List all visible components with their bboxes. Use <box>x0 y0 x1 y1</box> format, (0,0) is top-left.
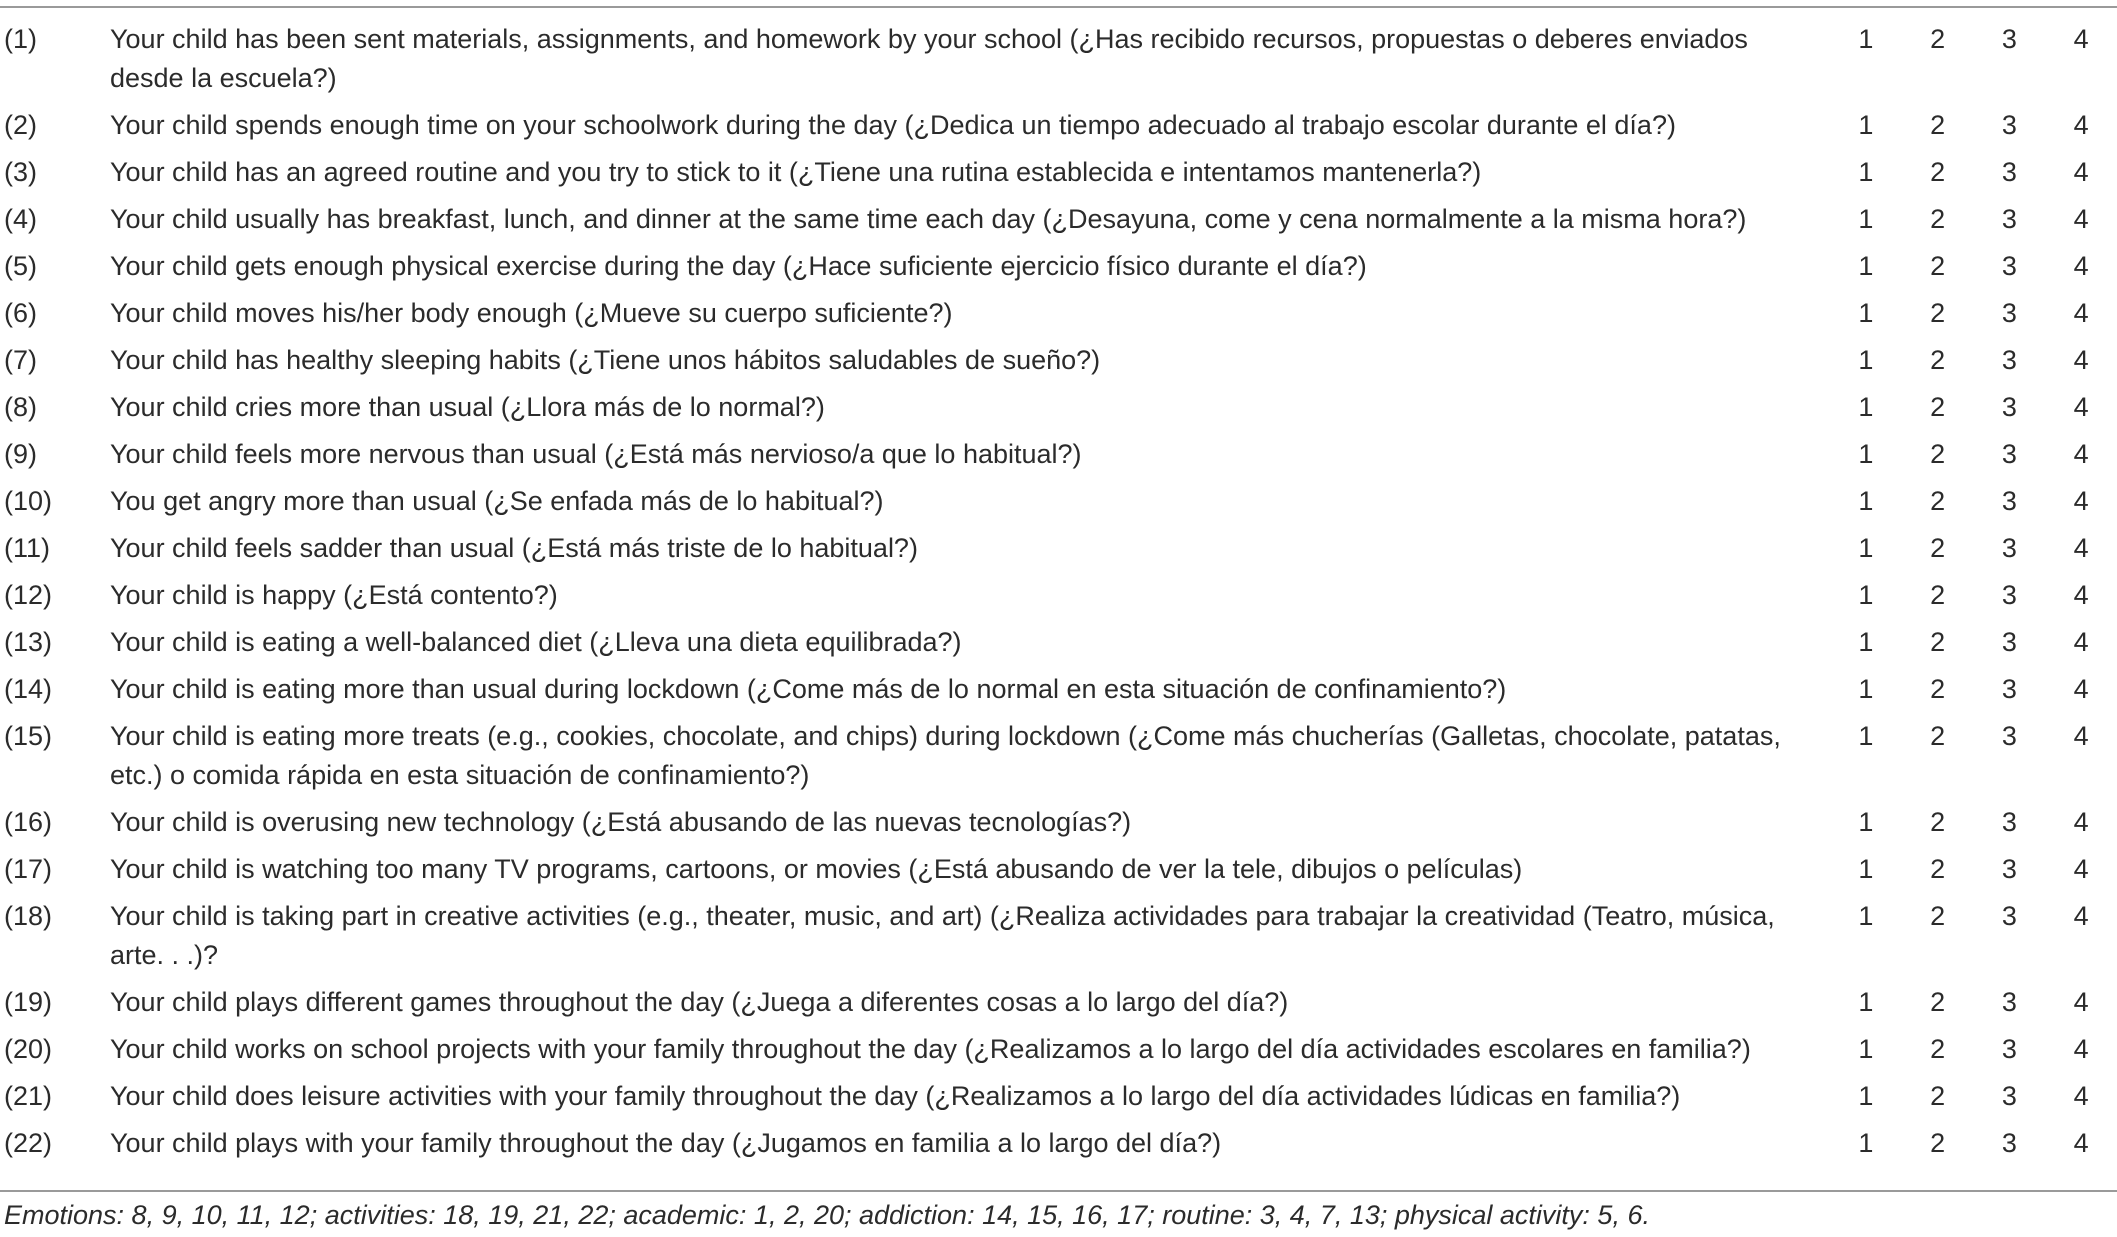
item-text: Your child is eating more treats (e.g., cookies, chocolate, and chips) during lockdown (¿Come más chucherías (Galletas, chocolate, patatas, etc.) o comida rápida en esta situación de confinamiento?) <box>110 721 1781 790</box>
rating-option-4: 4 <box>2073 157 2089 187</box>
rating-scale <box>1830 1077 2117 1116</box>
rating-option-1: 1 <box>1858 486 1874 516</box>
rating-scale <box>1830 388 2117 427</box>
bottom-rule <box>0 1190 2117 1192</box>
table-row <box>0 294 2117 341</box>
rating-option-3: 3 <box>2001 204 2017 234</box>
top-rule <box>0 6 2117 8</box>
rating-option-4: 4 <box>2073 533 2089 563</box>
rating-option-4: 4 <box>2073 674 2089 704</box>
item-text: Your child is eating more than usual during lockdown (¿Come más de lo normal en esta situación de confinamiento?) <box>110 674 1507 704</box>
rating-option-4: 4 <box>2073 392 2089 422</box>
item-number: (13) <box>4 627 53 657</box>
rating-option-2: 2 <box>1930 580 1946 610</box>
rating-option-1: 1 <box>1858 580 1874 610</box>
table-row <box>0 529 2117 576</box>
rating-option-3: 3 <box>2001 674 2017 704</box>
table-row <box>0 341 2117 388</box>
item-number: (17) <box>4 854 53 884</box>
item-number: (14) <box>4 674 53 704</box>
table-row <box>0 388 2117 435</box>
item-text: Your child spends enough time on your schoolwork during the day (¿Dedica un tiempo adecuado al trabajo escolar durante el día?) <box>110 110 1676 140</box>
rating-option-3: 3 <box>2001 580 2017 610</box>
item-text: Your child usually has breakfast, lunch, and dinner at the same time each day (¿Desayuna, come y cena normalmente a la misma hora?) <box>110 204 1747 234</box>
rating-option-3: 3 <box>2001 1128 2017 1158</box>
rating-option-3: 3 <box>2001 627 2017 657</box>
rating-option-4: 4 <box>2073 1081 2089 1111</box>
item-text: Your child cries more than usual (¿Llora más de lo normal?) <box>110 392 825 422</box>
table-row <box>0 1077 2117 1124</box>
rating-option-2: 2 <box>1930 854 1946 884</box>
rating-scale <box>1830 1030 2117 1069</box>
rating-option-2: 2 <box>1930 901 1946 931</box>
item-text: Your child plays different games throughout the day (¿Juega a diferentes cosas a lo largo del día?) <box>110 987 1289 1017</box>
rating-option-4: 4 <box>2073 1034 2089 1064</box>
rating-option-3: 3 <box>2001 1081 2017 1111</box>
item-text: Your child gets enough physical exercise during the day (¿Hace suficiente ejercicio físico durante el día?) <box>110 251 1367 281</box>
table-row <box>0 803 2117 850</box>
rating-option-1: 1 <box>1858 674 1874 704</box>
rating-option-3: 3 <box>2001 987 2017 1017</box>
rating-option-3: 3 <box>2001 345 2017 375</box>
rating-option-1: 1 <box>1858 298 1874 328</box>
rating-option-1: 1 <box>1858 807 1874 837</box>
rating-option-4: 4 <box>2073 251 2089 281</box>
rating-option-2: 2 <box>1930 392 1946 422</box>
rating-option-1: 1 <box>1858 439 1874 469</box>
table-row <box>0 20 2117 106</box>
rating-option-2: 2 <box>1930 1034 1946 1064</box>
rating-option-2: 2 <box>1930 807 1946 837</box>
rating-option-3: 3 <box>2001 721 2017 751</box>
rating-option-4: 4 <box>2073 439 2089 469</box>
rating-option-3: 3 <box>2001 157 2017 187</box>
rating-scale <box>1830 803 2117 842</box>
rating-option-3: 3 <box>2001 24 2017 54</box>
rating-option-3: 3 <box>2001 392 2017 422</box>
rating-option-1: 1 <box>1858 1081 1874 1111</box>
rating-option-4: 4 <box>2073 298 2089 328</box>
rating-option-1: 1 <box>1858 110 1874 140</box>
rating-option-2: 2 <box>1930 627 1946 657</box>
table-row <box>0 897 2117 983</box>
table-row <box>0 482 2117 529</box>
rating-option-2: 2 <box>1930 1081 1946 1111</box>
rating-option-4: 4 <box>2073 204 2089 234</box>
table-row <box>0 153 2117 200</box>
rating-option-1: 1 <box>1858 345 1874 375</box>
item-number: (12) <box>4 580 53 610</box>
rating-option-1: 1 <box>1858 24 1874 54</box>
rating-option-4: 4 <box>2073 901 2089 931</box>
rating-option-2: 2 <box>1930 987 1946 1017</box>
rating-scale <box>1830 247 2117 286</box>
item-number: (9) <box>4 439 37 469</box>
rating-option-1: 1 <box>1858 854 1874 884</box>
rating-scale <box>1830 623 2117 662</box>
rating-option-3: 3 <box>2001 901 2017 931</box>
item-text: Your child feels sadder than usual (¿Está más triste de lo habitual?) <box>110 533 918 563</box>
rating-option-2: 2 <box>1930 298 1946 328</box>
item-number: (5) <box>4 251 37 281</box>
rating-option-2: 2 <box>1930 24 1946 54</box>
item-text: Your child has healthy sleeping habits (¿Tiene unos hábitos saludables de sueño?) <box>110 345 1101 375</box>
rating-option-4: 4 <box>2073 1128 2089 1158</box>
item-text: Your child plays with your family throughout the day (¿Jugamos en familia a lo largo del día?) <box>110 1128 1222 1158</box>
rating-option-2: 2 <box>1930 157 1946 187</box>
table-row <box>0 670 2117 717</box>
rating-option-3: 3 <box>2001 854 2017 884</box>
item-number: (21) <box>4 1081 53 1111</box>
rating-option-3: 3 <box>2001 533 2017 563</box>
rating-option-2: 2 <box>1930 204 1946 234</box>
item-number: (10) <box>4 486 53 516</box>
rating-option-2: 2 <box>1930 721 1946 751</box>
item-text: Your child is happy (¿Está contento?) <box>110 580 558 610</box>
rating-option-2: 2 <box>1930 533 1946 563</box>
item-number: (6) <box>4 298 37 328</box>
item-text: Your child is overusing new technology (¿Está abusando de las nuevas tecnologías?) <box>110 807 1132 837</box>
rating-option-1: 1 <box>1858 251 1874 281</box>
item-number: (11) <box>4 533 51 563</box>
rating-option-4: 4 <box>2073 345 2089 375</box>
rating-scale <box>1830 850 2117 889</box>
rating-option-4: 4 <box>2073 24 2089 54</box>
rating-option-4: 4 <box>2073 987 2089 1017</box>
rating-option-2: 2 <box>1930 486 1946 516</box>
rating-option-4: 4 <box>2073 807 2089 837</box>
rating-option-1: 1 <box>1858 204 1874 234</box>
item-number: (3) <box>4 157 37 187</box>
rating-scale <box>1830 341 2117 380</box>
rating-option-3: 3 <box>2001 807 2017 837</box>
rating-option-1: 1 <box>1858 533 1874 563</box>
rating-option-1: 1 <box>1858 721 1874 751</box>
item-text: Your child feels more nervous than usual (¿Está más nervioso/a que lo habitual?) <box>110 439 1082 469</box>
rating-option-4: 4 <box>2073 486 2089 516</box>
item-text: Your child is eating a well-balanced diet (¿Lleva una dieta equilibrada?) <box>110 627 962 657</box>
rating-option-1: 1 <box>1858 1128 1874 1158</box>
rating-scale <box>1830 529 2117 568</box>
rating-scale <box>1830 106 2117 145</box>
table-row <box>0 435 2117 482</box>
item-number: (19) <box>4 987 53 1017</box>
item-number: (22) <box>4 1128 53 1158</box>
rating-option-3: 3 <box>2001 251 2017 281</box>
rating-option-2: 2 <box>1930 1128 1946 1158</box>
item-number: (4) <box>4 204 37 234</box>
item-text: Your child moves his/her body enough (¿Mueve su cuerpo suficiente?) <box>110 298 953 328</box>
item-text: Your child has an agreed routine and you try to stick to it (¿Tiene una rutina establecida e intentamos mantenerla?) <box>110 157 1482 187</box>
rating-option-4: 4 <box>2073 580 2089 610</box>
rating-option-4: 4 <box>2073 627 2089 657</box>
rating-option-2: 2 <box>1930 110 1946 140</box>
rating-option-1: 1 <box>1858 157 1874 187</box>
item-number: (7) <box>4 345 37 375</box>
rating-scale <box>1830 717 2117 756</box>
rating-option-4: 4 <box>2073 721 2089 751</box>
item-text: Your child works on school projects with your family throughout the day (¿Realizamos a lo largo del día actividades escolares en familia?) <box>110 1034 1751 1064</box>
rating-scale <box>1830 482 2117 521</box>
item-text: You get angry more than usual (¿Se enfada más de lo habitual?) <box>110 486 884 516</box>
item-text: Your child is watching too many TV programs, cartoons, or movies (¿Está abusando de ver la tele, dibujos o películas) <box>110 854 1523 884</box>
rating-scale <box>1830 983 2117 1022</box>
rating-option-2: 2 <box>1930 439 1946 469</box>
rating-scale <box>1830 1124 2117 1163</box>
item-number: (15) <box>4 721 53 751</box>
item-list <box>0 20 2117 1171</box>
rating-option-2: 2 <box>1930 345 1946 375</box>
item-number: (20) <box>4 1034 53 1064</box>
item-text: Your child is taking part in creative activities (e.g., theater, music, and art) (¿Realiza actividades para trabajar la creatividad (Teatro, música, arte. . .)? <box>110 901 1775 970</box>
table-row <box>0 623 2117 670</box>
rating-option-4: 4 <box>2073 110 2089 140</box>
rating-scale <box>1830 294 2117 333</box>
item-number: (18) <box>4 901 53 931</box>
rating-option-1: 1 <box>1858 987 1874 1017</box>
table-row <box>0 247 2117 294</box>
rating-scale <box>1830 200 2117 239</box>
rating-option-3: 3 <box>2001 110 2017 140</box>
rating-option-2: 2 <box>1930 251 1946 281</box>
rating-scale <box>1830 576 2117 615</box>
item-number: (2) <box>4 110 37 140</box>
rating-scale <box>1830 670 2117 709</box>
table-row <box>0 576 2117 623</box>
rating-scale <box>1830 897 2117 936</box>
rating-option-1: 1 <box>1858 392 1874 422</box>
item-number: (16) <box>4 807 53 837</box>
rating-option-4: 4 <box>2073 854 2089 884</box>
item-text: Your child does leisure activities with your family throughout the day (¿Realizamos a lo largo del día actividades lúdicas en familia?) <box>110 1081 1681 1111</box>
table-row <box>0 850 2117 897</box>
rating-scale <box>1830 153 2117 192</box>
item-text: Your child has been sent materials, assignments, and homework by your school (¿Has recibido recursos, propuestas o deberes enviados desde la escuela?) <box>110 24 1748 93</box>
rating-option-3: 3 <box>2001 486 2017 516</box>
table-row <box>0 983 2117 1030</box>
rating-scale <box>1830 435 2117 474</box>
rating-scale <box>1830 20 2117 59</box>
rating-option-3: 3 <box>2001 439 2017 469</box>
rating-option-2: 2 <box>1930 674 1946 704</box>
table-row <box>0 1030 2117 1077</box>
item-number: (1) <box>4 24 37 54</box>
rating-option-3: 3 <box>2001 298 2017 328</box>
rating-option-1: 1 <box>1858 627 1874 657</box>
table-row <box>0 200 2117 247</box>
table-footnote: Emotions: 8, 9, 10, 11, 12; activities: 18, 19, 21, 22; academic: 1, 2, 20; addiction: 14, 15, 16, 17; routine: 3, 4, 7, 13; physical activity: 5, 6. <box>4 1200 1650 1230</box>
rating-option-1: 1 <box>1858 901 1874 931</box>
table-row <box>0 106 2117 153</box>
table-row <box>0 1124 2117 1171</box>
rating-option-3: 3 <box>2001 1034 2017 1064</box>
table-row <box>0 717 2117 803</box>
item-number: (8) <box>4 392 37 422</box>
rating-option-1: 1 <box>1858 1034 1874 1064</box>
